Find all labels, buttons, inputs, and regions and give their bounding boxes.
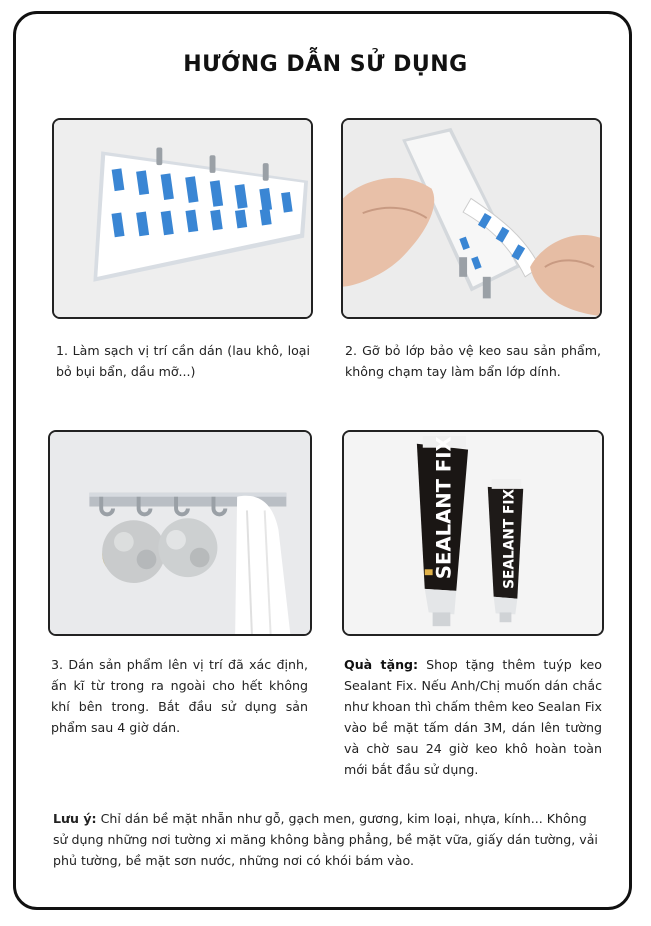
- gift-caption: [344, 654, 602, 780]
- tube-label-large: SEALANT FIX: [432, 436, 456, 580]
- gift-text: Shop tặng thêm tuýp keo Sealant Fix. Nếu Anh/Chị muốn dán chắc như khoan thì chấm thêm keo Sealan Fix vào bề mặt tấm dán 3M, dán lên tường và chờ sau 24 giờ keo khô hoàn toàn mới bắt đầu sử dụng.: [344, 657, 603, 777]
- note-label: Lưu ý:: [53, 811, 97, 826]
- step-1-caption: 1. Làm sạch vị trí cần dán (lau khô, loại bỏ bụi bẩn, dầu mỡ...): [56, 343, 310, 379]
- step-3-photo: [48, 430, 312, 636]
- step-4-photo: [342, 430, 604, 636]
- usage-note: [53, 808, 603, 871]
- step-2-photo: [341, 118, 602, 319]
- note-text: Chỉ dán bề mặt nhẵn như gỗ, gạch men, gương, kim loại, nhựa, kính... Không sử dụng những nơi tường xi măng không bằng phẳng, bề mặt vữa, giấy dán tường, vải phủ tường, bề mặt sơn nước, những nơi có khói bám vào.: [53, 811, 598, 868]
- gift-label: Quà tặng:: [344, 657, 419, 672]
- tube-label-small: SEALANT FIX: [501, 488, 518, 589]
- step-3-caption: 3. Dán sản phẩm lên vị trí đã xác định, ấn kĩ từ trong ra ngoài cho hết không khí bên trong. Bắt đầu sử dụng sản phẩm sau 4 giờ dán.: [51, 657, 308, 735]
- step-2-caption: 2. Gỡ bỏ lớp bảo vệ keo sau sản phẩm, không chạm tay làm bẩn lớp dính.: [345, 343, 601, 379]
- page-title: HƯỚNG DẪN SỬ DỤNG: [183, 52, 468, 77]
- step-1-photo: [52, 118, 313, 319]
